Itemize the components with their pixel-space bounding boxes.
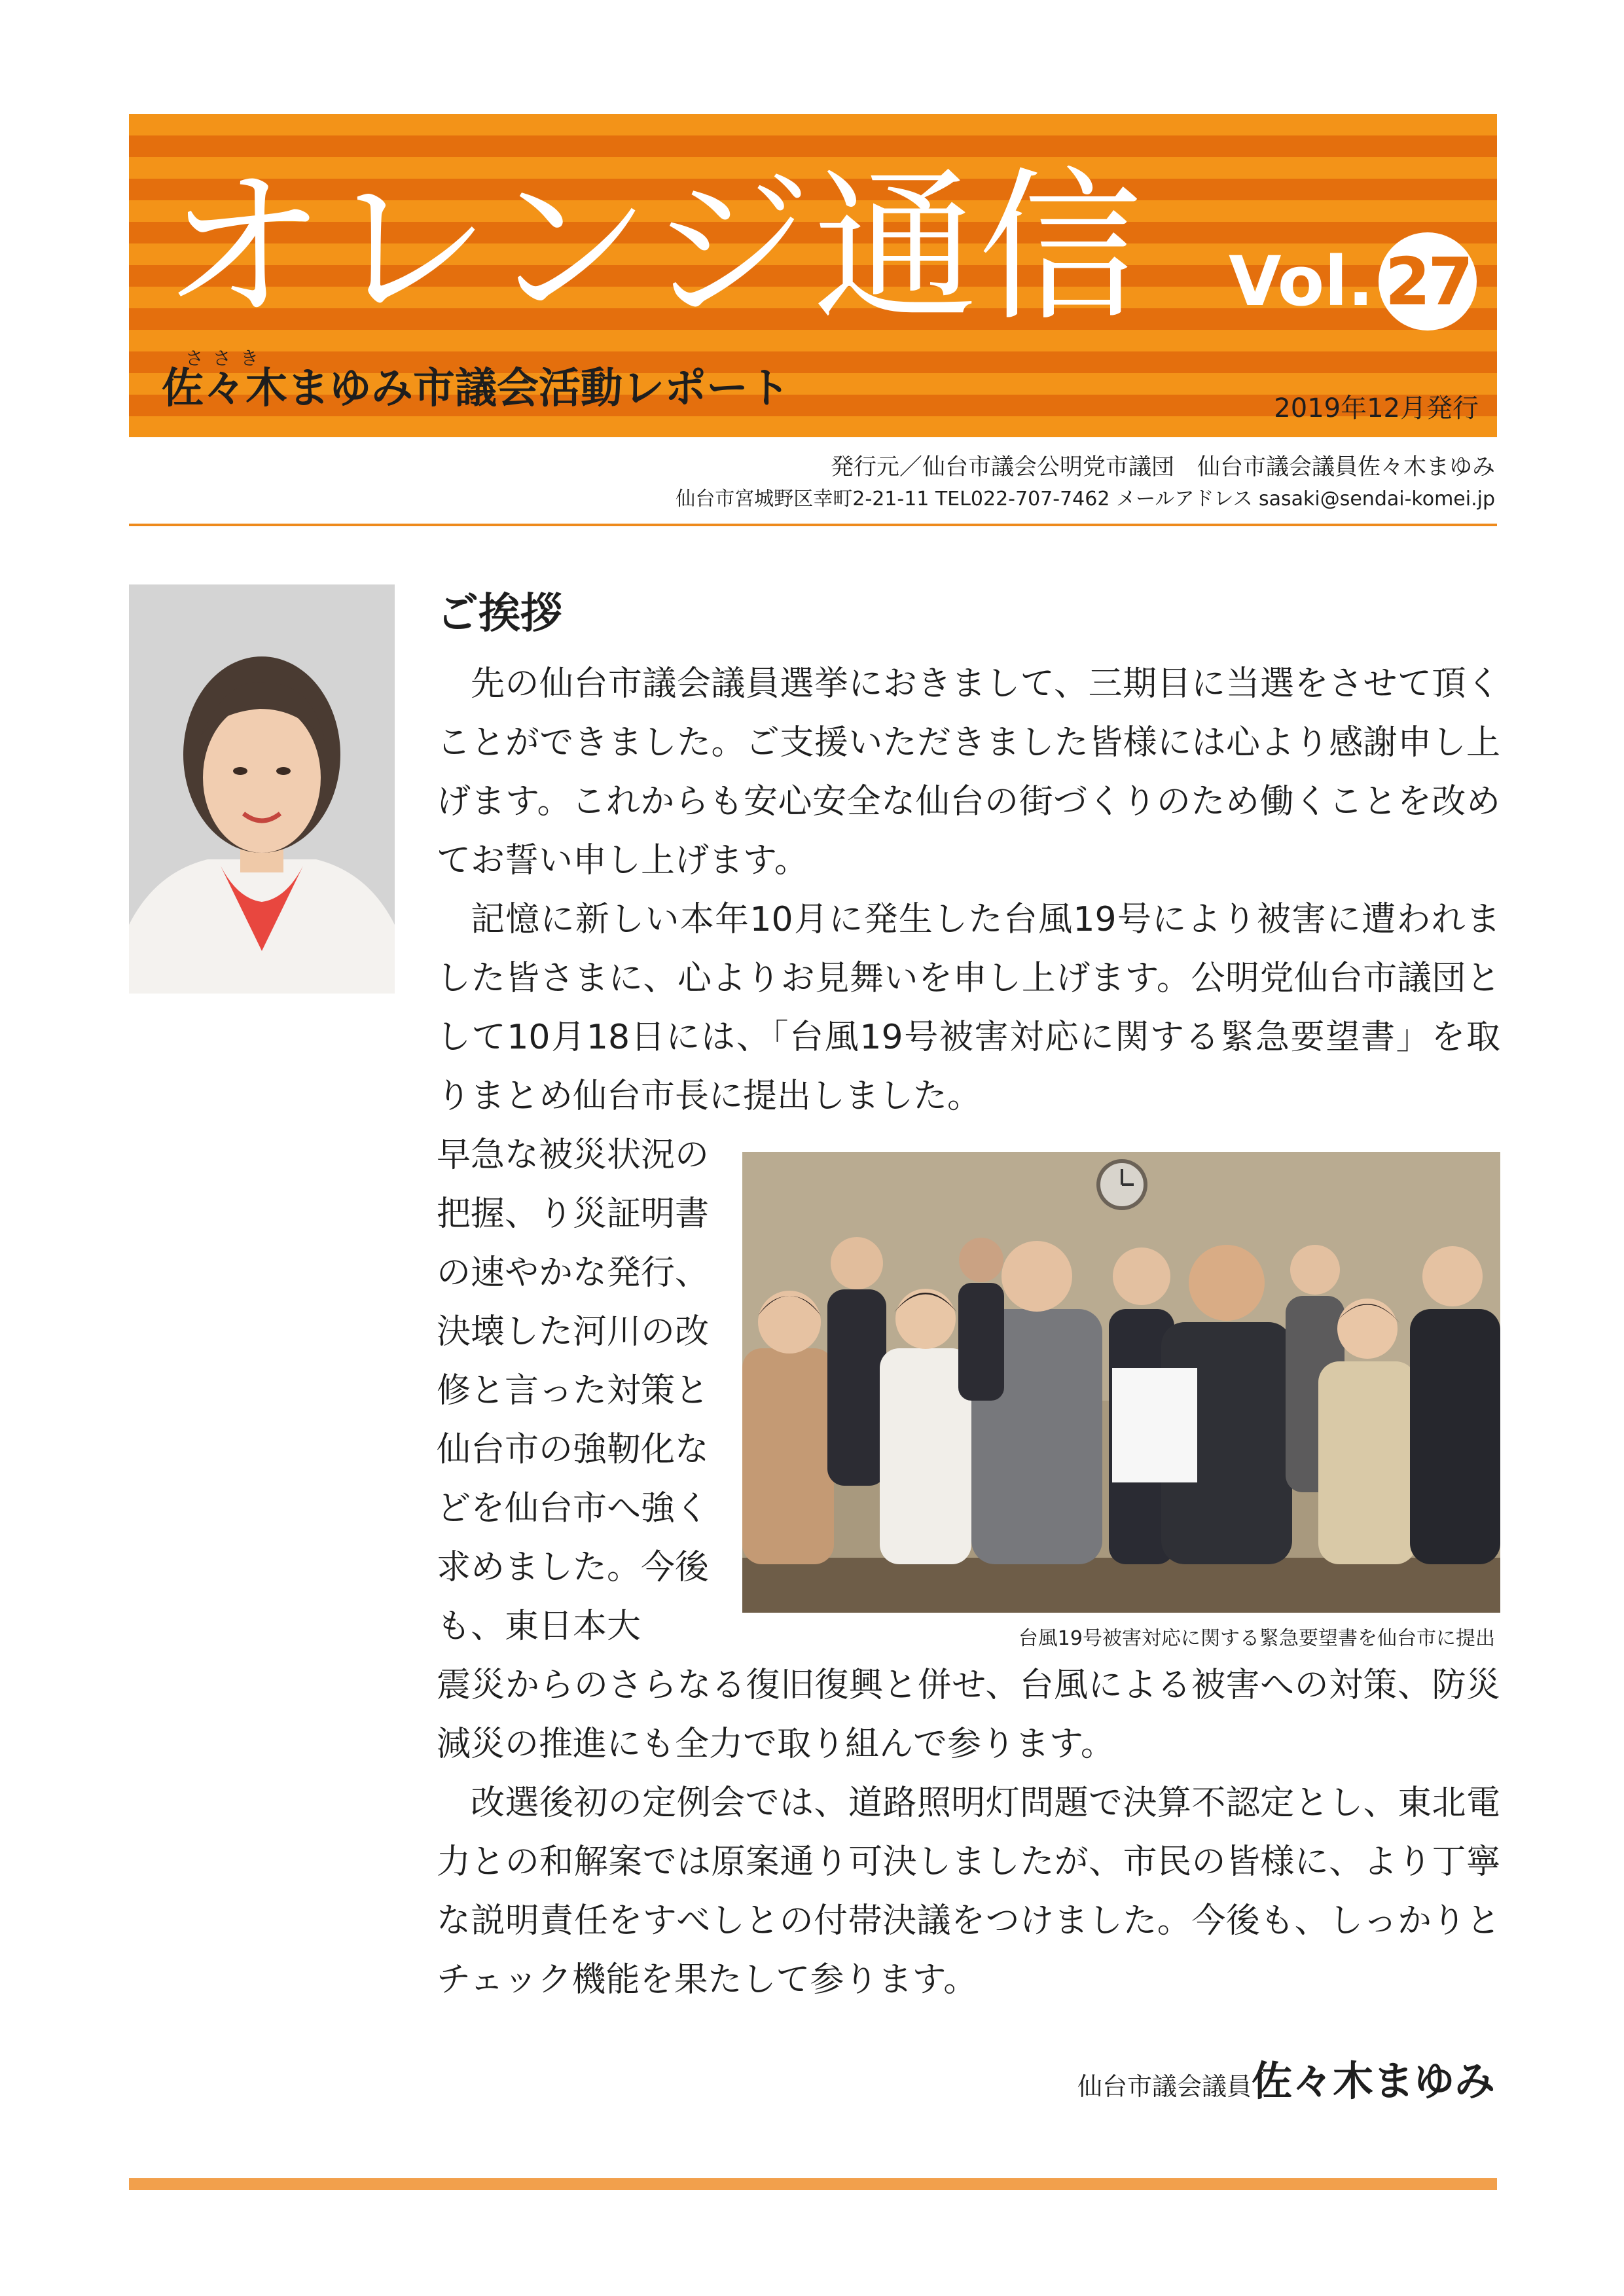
issue-date: 2019年12月発行 xyxy=(1274,393,1479,423)
subtitle-ruby: ささき xyxy=(185,348,268,369)
signature-name: 佐々木まゆみ xyxy=(1251,2057,1495,2105)
volume-label: Vol. xyxy=(1229,242,1374,321)
group-photo xyxy=(742,1152,1500,1613)
photo-caption: 台風19号被害対応に関する緊急要望書を仙台市に提出 xyxy=(1018,1627,1495,1650)
author-portrait xyxy=(129,584,395,994)
volume-badge xyxy=(1229,229,1477,334)
volume-number: 27 xyxy=(1379,232,1477,331)
signature-role: 仙台市議会議員 xyxy=(1077,2072,1252,2101)
greeting-paragraph-3-wrap: 早急な被災状況の把握、り災証明書の速やかな発行、決壊した河川の改修と言った対策と仙台市の強靭化などを仙台市へ強く求めました。今後も、東日本大 xyxy=(437,1136,710,1646)
publisher-line: 発行元／仙台市議会公明党市議団 仙台市議会議員佐々木まゆみ xyxy=(830,454,1495,480)
newsletter-subtitle: 佐々木まゆみ市議会活動レポート xyxy=(162,365,790,413)
greeting-paragraph-1: 先の仙台市議会議員選挙におきまして、三期目に当選をさせて頂くことができました。ご支援いただきました皆様には心より感謝申し上げます。これからも安心安全な仙台の街づくりのため働くことを改めてお誓い申し上げます。 xyxy=(437,664,1500,880)
signature xyxy=(1077,2049,1495,2107)
header-banner xyxy=(129,114,1497,437)
greeting-heading: ご挨拶 xyxy=(437,590,562,638)
footer-divider xyxy=(129,2178,1497,2190)
greeting-paragraph-3-rest: 震災からのさらなる復旧復興と併せ、台風による被害への対策、防災減災の推進にも全力で取り組んで参ります。 xyxy=(437,1666,1500,1764)
publisher-info xyxy=(676,450,1495,514)
header-divider xyxy=(129,524,1497,526)
greeting-paragraph-2: 記憶に新しい本年10月に発生した台風19号により被害に遭われました皆さまに、心よりお見舞いを申し上げます。公明党仙台市議団として10月18日には、「台風19号被害対応に関する緊急要望書」を取りまとめ仙台市長に提出しました。 xyxy=(437,900,1500,1116)
greeting-paragraph-4: 改選後初の定例会では、道路照明灯問題で決算不認定とし、東北電力との和解案では原案通り可決しましたが、市民の皆様に、より丁寧な説明責任をすべしとの付帯決議をつけました。今後も、しっかりとチェック機能を果たして参ります。 xyxy=(437,1784,1500,2000)
newsletter-title: オレンジ通信 xyxy=(162,152,1144,343)
address-line: 仙台市宮城野区幸町2-21-11 TEL022-707-7462 メールアドレス sasaki@sendai-komei.jp xyxy=(676,488,1495,511)
